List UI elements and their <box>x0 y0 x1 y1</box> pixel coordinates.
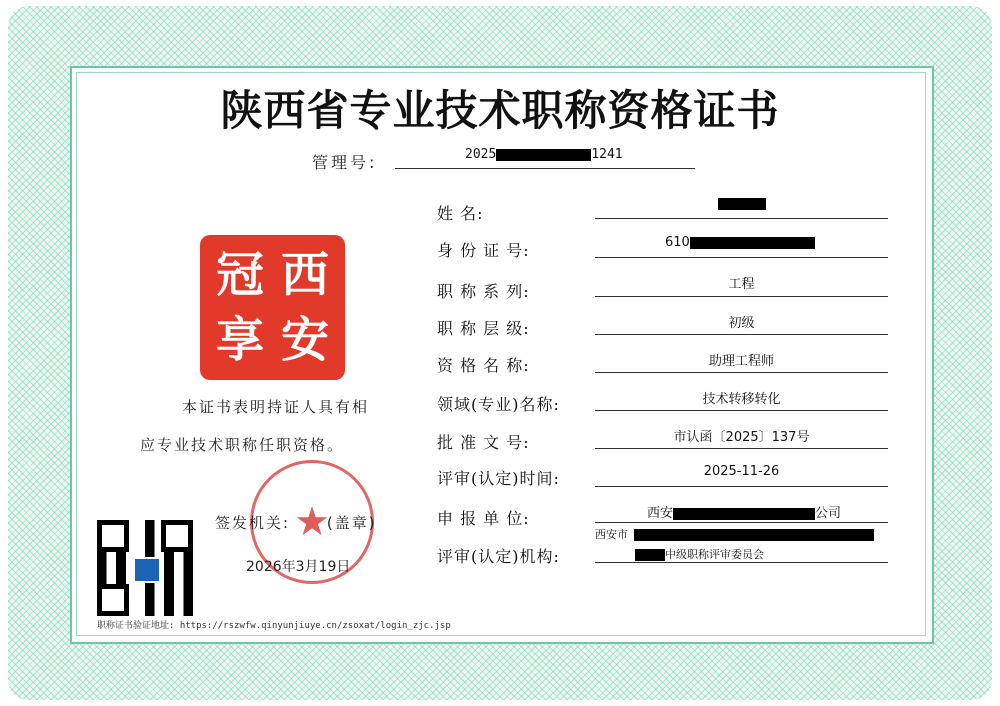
seal-char: 安 <box>280 312 329 368</box>
field-underline <box>595 218 888 219</box>
issuer-stamp-note: (盖章) <box>326 514 377 532</box>
redaction-bar <box>690 237 815 249</box>
statement-line-1: 本证书表明持证人具有相 <box>182 398 370 416</box>
id-number-prefix: 610 <box>665 235 690 250</box>
field-label-approval-number: 批 准 文 号: <box>437 433 530 452</box>
field-underline <box>595 257 888 258</box>
seal-char: 享 <box>215 312 264 368</box>
redaction-bar <box>635 549 665 561</box>
seal-char: 西 <box>280 247 329 303</box>
field-underline <box>595 372 888 373</box>
field-underline <box>595 410 888 411</box>
field-label-title-level: 职 称 层 级: <box>437 319 530 338</box>
management-number-value <box>465 147 623 162</box>
review-body-line-2: 中级职称评审委员会 <box>665 548 764 561</box>
certificate-statement <box>140 388 410 464</box>
redaction-bar <box>673 508 815 520</box>
name-seal-stamp <box>200 235 345 380</box>
field-label-applying-unit: 申 报 单 位: <box>437 509 530 528</box>
field-value-qualification: 助理工程师 <box>708 354 774 369</box>
field-value-review-body <box>595 526 888 562</box>
field-value-id-number <box>595 235 888 250</box>
field-underline <box>595 334 888 335</box>
redaction-bar <box>496 149 591 161</box>
field-underline <box>595 448 888 449</box>
verification-url[interactable]: 职称证书验证地址: https://rszwfw.qinyunjiuye.cn/zsoxat/login_zjc.jsp <box>97 621 451 631</box>
field-label-id-number: 身 份 证 号: <box>437 241 530 260</box>
field-value-applying-unit <box>595 502 888 521</box>
field-underline <box>595 522 888 523</box>
management-number-suffix: 1241 <box>591 147 623 162</box>
management-number-prefix: 2025 <box>465 147 497 162</box>
redaction-bar <box>718 198 766 210</box>
field-value-specialty: 技术转移转化 <box>702 392 781 407</box>
field-label-qualification: 资 格 名 称: <box>437 356 530 375</box>
qr-logo-icon <box>133 557 161 583</box>
field-value-title-series: 工程 <box>728 277 755 292</box>
field-label-title-series: 职 称 系 列: <box>437 282 530 301</box>
field-underline <box>595 486 888 487</box>
field-label-name: 姓 名: <box>437 204 484 223</box>
management-number-label: 管理号: <box>312 153 378 172</box>
unit-suffix: 公司 <box>815 506 842 521</box>
qr-finder-pattern <box>97 520 129 552</box>
issuer-label: 签发机关: <box>215 514 291 532</box>
issuing-authority <box>215 512 377 533</box>
field-value-approval-number: 市认函〔2025〕137号 <box>673 430 810 445</box>
field-underline <box>595 296 888 297</box>
redaction-bar <box>634 529 874 541</box>
star-icon: ★ <box>294 499 330 545</box>
field-value-review-date: 2025-11-26 <box>703 464 780 479</box>
field-label-specialty: 领域(专业)名称: <box>437 395 560 414</box>
field-value-title-level: 初级 <box>728 316 755 331</box>
field-value-name <box>595 196 888 211</box>
review-body-line-1: 西安市 <box>595 528 628 541</box>
field-underline <box>595 562 888 563</box>
qr-finder-pattern <box>97 584 129 616</box>
certificate-title: 陕西省专业技术职称资格证书 <box>220 86 780 135</box>
field-label-review-body: 评审(认定)机构: <box>437 547 560 566</box>
issue-date: 2026年3月19日 <box>246 559 351 575</box>
management-number-underline <box>395 168 695 169</box>
unit-prefix: 西安 <box>647 506 674 521</box>
field-label-review-date: 评审(认定)时间: <box>437 469 560 488</box>
statement-line-2: 应专业技术职称任职资格。 <box>140 436 345 454</box>
seal-char: 冠 <box>215 247 264 303</box>
qr-finder-pattern <box>161 520 193 552</box>
